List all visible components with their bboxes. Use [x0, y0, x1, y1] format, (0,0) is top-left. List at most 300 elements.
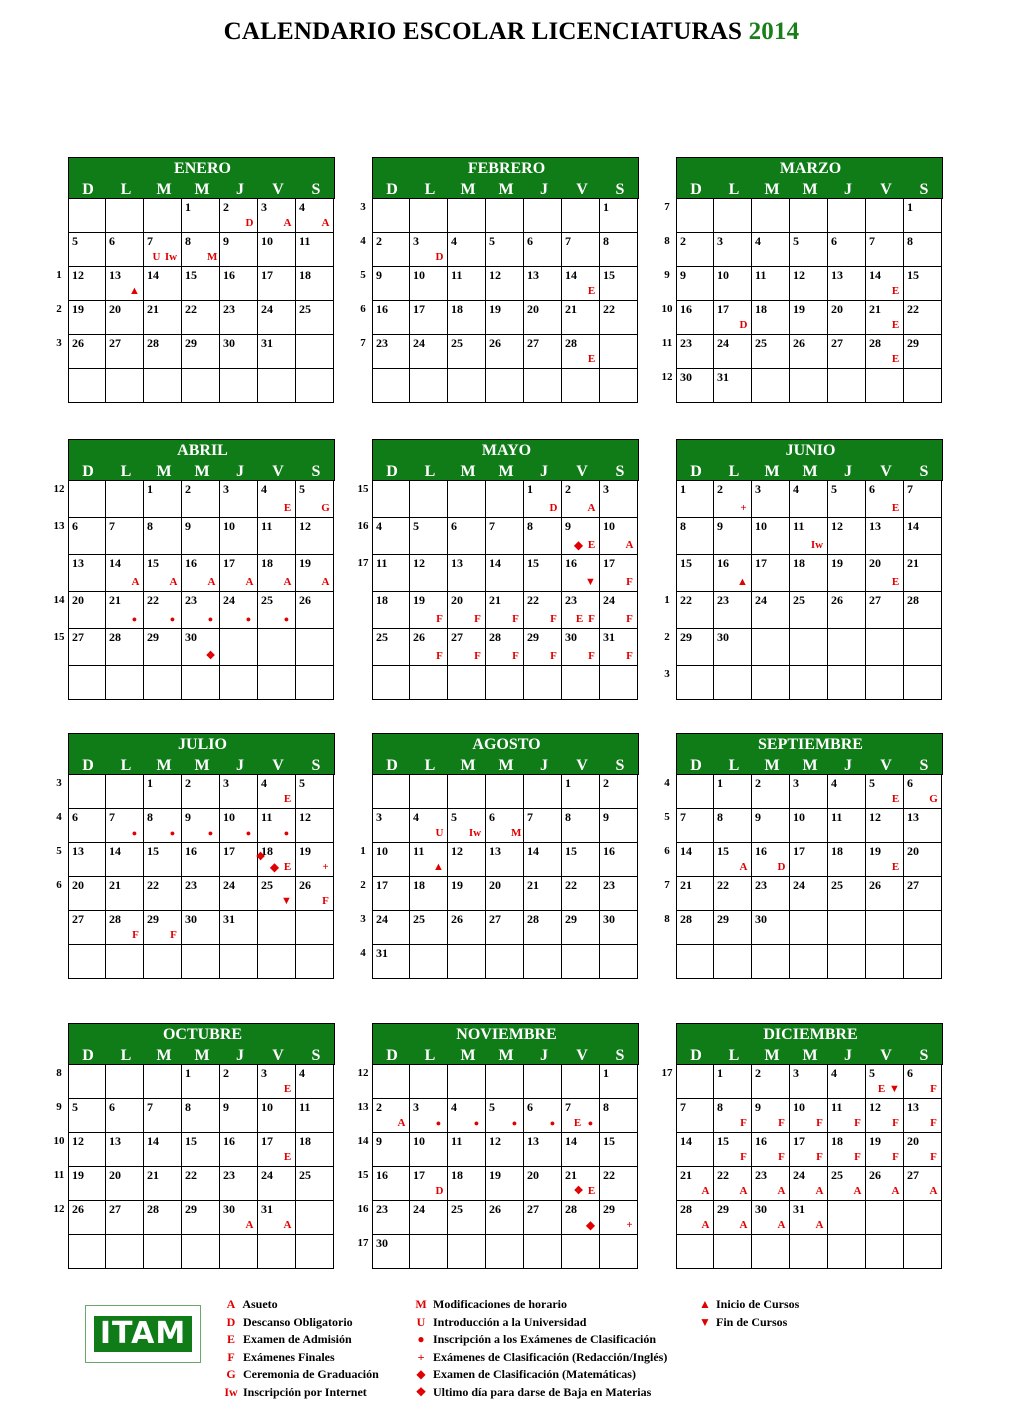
day-number: 24 [755, 593, 767, 607]
week-number: 10 [661, 303, 673, 315]
day-cell [562, 1235, 600, 1269]
day-number: 17 [376, 878, 388, 892]
event-marker-F: F [132, 929, 139, 941]
event-marker-D: D [245, 217, 254, 229]
day-cell [68, 911, 106, 945]
legend-item [697, 1296, 799, 1314]
week-number: 7 [664, 879, 670, 891]
day-number: 19 [869, 1134, 881, 1148]
day-number: 7 [489, 519, 495, 533]
weekday-header: M [498, 757, 514, 774]
day-number: 13 [451, 556, 463, 570]
day-cell [144, 518, 182, 555]
day-cell [106, 1133, 144, 1167]
day-number: 16 [185, 556, 197, 570]
day-number: 26 [72, 336, 84, 350]
event-marker-Iw: Iw [810, 539, 824, 551]
day-cell [676, 1167, 714, 1201]
event-marker-diamond: ◆ [573, 538, 584, 552]
day-cell [486, 199, 524, 233]
day-cell [790, 518, 828, 555]
day-cell [828, 629, 866, 666]
day-cell [255, 843, 296, 877]
day-number: 20 [527, 302, 539, 316]
month-name: MAYO [481, 442, 532, 459]
day-number: 23 [680, 336, 692, 350]
day-number: 10 [376, 844, 388, 858]
day-cell [144, 1201, 182, 1235]
event-marker-E: E [891, 285, 900, 297]
day-cell [562, 843, 600, 877]
day-number: 11 [261, 519, 273, 533]
day-cell [220, 945, 258, 979]
weekday-header: J [236, 463, 244, 480]
weekday-header: J [540, 757, 548, 774]
day-cell [258, 301, 296, 335]
weekday-header: J [540, 181, 548, 198]
day-number: 22 [147, 878, 159, 892]
day-cell [904, 592, 942, 629]
day-number: 12 [869, 810, 881, 824]
weekday-header: M [156, 463, 172, 480]
day-number: 31 [223, 912, 235, 926]
day-number: 14 [109, 556, 121, 570]
legend-label: Introducción a la Universidad [430, 1314, 587, 1329]
event-marker-U: U [152, 251, 161, 263]
legend-column-1 [222, 1296, 379, 1402]
day-number: 2 [185, 776, 191, 790]
day-cell [752, 481, 790, 518]
day-cell [904, 1065, 942, 1099]
event-marker-A: A [739, 1185, 748, 1197]
day-number: 1 [527, 482, 533, 496]
day-number: 23 [717, 593, 729, 607]
event-marker-A: A [587, 502, 596, 514]
day-number: 15 [680, 556, 692, 570]
event-marker-E: E [587, 539, 596, 551]
legend-item [697, 1314, 799, 1332]
day-cell [790, 911, 828, 945]
day-number: 18 [261, 844, 273, 858]
day-number: 10 [413, 268, 425, 282]
legend-symbol: ❖ [415, 1384, 427, 1399]
day-cell [486, 911, 524, 945]
day-number: 15 [565, 844, 577, 858]
weekday-header: V [880, 463, 892, 480]
event-marker-+: + [322, 861, 329, 873]
weekday-header: S [311, 1047, 321, 1064]
month-header [372, 733, 639, 775]
day-number: 14 [680, 844, 692, 858]
day-number: 18 [299, 1134, 311, 1148]
week-number: 8 [56, 1067, 62, 1079]
day-number: 8 [185, 234, 191, 248]
day-cell [296, 1235, 334, 1269]
legend-item [412, 1349, 667, 1367]
weekday-header: D [690, 757, 702, 774]
day-number: 28 [489, 630, 501, 644]
weekday-header: D [82, 1047, 94, 1064]
legend-label: Exámenes de Clasificación (Redacción/Inglés) [430, 1349, 668, 1364]
day-cell [486, 592, 524, 629]
weekday-header: D [82, 463, 94, 480]
day-cell [68, 809, 106, 843]
day-cell [182, 301, 220, 335]
day-cell [372, 592, 410, 629]
event-marker-A: A [701, 1185, 710, 1197]
day-number: 7 [147, 234, 153, 248]
day-cell [828, 1167, 866, 1201]
day-cell [372, 843, 410, 877]
day-cell [220, 1133, 258, 1167]
day-cell [220, 1167, 258, 1201]
week-number: 13 [357, 1101, 369, 1113]
day-cell [676, 1235, 714, 1269]
day-cell [752, 301, 790, 335]
day-cell [790, 945, 828, 979]
day-cell [866, 233, 904, 267]
day-cell [562, 518, 600, 555]
day-cell [144, 666, 182, 700]
event-marker-A: A [891, 1185, 900, 1197]
event-marker-dot: ● [207, 828, 214, 838]
day-number: 14 [527, 844, 539, 858]
weekday-header: S [311, 463, 321, 480]
day-number: 5 [489, 234, 495, 248]
day-cell [904, 629, 942, 666]
weekday-header: J [844, 181, 852, 198]
day-cell [448, 518, 486, 555]
week-number: 1 [664, 594, 670, 606]
day-number: 14 [489, 556, 501, 570]
day-cell [714, 1167, 752, 1201]
day-cell [714, 518, 752, 555]
day-cell [68, 592, 106, 629]
day-cell [790, 592, 828, 629]
day-cell [486, 1065, 524, 1099]
day-cell [410, 945, 448, 979]
weekday-header: D [690, 463, 702, 480]
day-cell [828, 592, 866, 629]
day-cell [372, 945, 410, 979]
day-cell [524, 518, 562, 555]
day-cell [828, 843, 866, 877]
day-number: 5 [299, 482, 305, 496]
day-number: 15 [603, 1134, 615, 1148]
event-marker-A: A [739, 1219, 748, 1231]
day-number: 27 [72, 912, 84, 926]
day-cell [676, 945, 714, 979]
day-cell [600, 666, 638, 700]
legend-symbol: ▼ [699, 1314, 711, 1329]
event-marker-A: A [131, 576, 140, 588]
day-number: 9 [185, 519, 191, 533]
weekday-header: S [919, 181, 929, 198]
day-cell [410, 199, 448, 233]
event-marker-A: A [245, 1219, 254, 1231]
day-number: 26 [489, 336, 501, 350]
day-number: 1 [185, 200, 191, 214]
day-number: 6 [907, 1066, 913, 1080]
day-cell [600, 877, 638, 911]
day-number: 16 [223, 268, 235, 282]
legend-label: Inicio de Cursos [713, 1297, 800, 1311]
day-cell [904, 518, 942, 555]
event-marker-F: F [550, 613, 557, 625]
legend-symbol: U [416, 1314, 426, 1329]
day-cell [486, 1167, 524, 1201]
day-cell [600, 301, 638, 335]
day-number: 21 [147, 302, 159, 316]
day-cell [904, 555, 942, 592]
week-number: 14 [357, 1135, 369, 1147]
day-cell [410, 518, 448, 555]
day-number: 19 [831, 556, 843, 570]
weekday-header: S [615, 1047, 625, 1064]
week-number: 8 [664, 235, 670, 247]
day-cell [296, 1065, 334, 1099]
day-number: 2 [223, 200, 229, 214]
weekday-header: M [764, 181, 780, 198]
event-marker-dot: ● [169, 614, 176, 624]
event-marker-cross: ❖ [573, 1185, 584, 1197]
day-number: 10 [755, 519, 767, 533]
day-cell [182, 199, 220, 233]
day-cell [866, 518, 904, 555]
legend-item [412, 1314, 667, 1332]
day-cell [182, 1201, 220, 1235]
day-cell [904, 1235, 942, 1269]
day-number: 31 [717, 370, 729, 384]
day-cell [714, 481, 752, 518]
day-number: 10 [261, 1100, 273, 1114]
day-number: 19 [451, 878, 463, 892]
day-number: 6 [72, 519, 78, 533]
legend-symbol: ● [417, 1332, 425, 1347]
legend-item [412, 1366, 667, 1384]
day-cell [258, 481, 296, 518]
day-number: 19 [793, 302, 805, 316]
day-cell [220, 809, 258, 843]
day-cell [68, 629, 106, 666]
day-cell [562, 481, 600, 518]
day-cell [600, 233, 638, 267]
event-marker-A: A [929, 1185, 938, 1197]
week-number: 5 [360, 269, 366, 281]
day-number: 19 [869, 844, 881, 858]
day-number: 13 [489, 844, 501, 858]
day-cell [448, 911, 486, 945]
day-cell [106, 592, 144, 629]
day-number: 28 [109, 912, 121, 926]
day-cell [828, 1099, 866, 1133]
day-cell [828, 335, 866, 369]
day-cell [676, 518, 714, 555]
day-number: 14 [680, 1134, 692, 1148]
day-number: 2 [680, 234, 686, 248]
day-number: 19 [413, 593, 425, 607]
day-number: 16 [755, 1134, 767, 1148]
day-cell [372, 301, 410, 335]
week-number: 3 [56, 337, 62, 349]
weekday-header: M [498, 181, 514, 198]
day-cell [220, 1099, 258, 1133]
day-cell [562, 1065, 600, 1099]
day-number: 11 [299, 1100, 311, 1114]
day-number: 13 [72, 844, 84, 858]
day-cell [296, 1099, 334, 1133]
day-cell [524, 666, 562, 700]
page-title [0, 18, 1023, 46]
day-number: 7 [680, 810, 686, 824]
day-number: 20 [869, 556, 881, 570]
day-cell [106, 555, 144, 592]
day-cell [790, 199, 828, 233]
event-marker-E: E [587, 285, 596, 297]
week-number: 6 [664, 845, 670, 857]
day-number: 30 [185, 912, 197, 926]
week-number: 11 [661, 337, 673, 349]
legend-item [222, 1384, 379, 1402]
month-name: SEPTIEMBRE [758, 736, 863, 753]
day-number: 21 [527, 878, 539, 892]
event-marker-F: F [778, 1117, 785, 1129]
day-cell [714, 233, 752, 267]
day-number: 8 [147, 810, 153, 824]
day-number: 2 [755, 776, 761, 790]
day-cell [258, 199, 296, 233]
day-cell [410, 877, 448, 911]
day-number: 8 [717, 810, 723, 824]
day-cell [220, 1235, 258, 1269]
day-cell [144, 369, 182, 403]
day-cell [524, 592, 562, 629]
week-number: 3 [360, 913, 366, 925]
day-number: 1 [565, 776, 571, 790]
day-cell [524, 335, 562, 369]
day-number: 4 [831, 776, 837, 790]
day-number: 3 [793, 776, 799, 790]
event-marker-F: F [816, 1151, 823, 1163]
day-number: 7 [109, 810, 115, 824]
day-number: 24 [793, 1168, 805, 1182]
week-number: 16 [357, 520, 369, 532]
day-cell [676, 369, 714, 403]
weekday-header: L [120, 1047, 132, 1064]
week-number: 10 [53, 1135, 65, 1147]
day-cell [866, 877, 904, 911]
weekday-header: M [460, 463, 476, 480]
day-number: 27 [907, 1168, 919, 1182]
weekday-header: D [386, 1047, 398, 1064]
day-cell [182, 592, 220, 629]
day-number: 21 [680, 878, 692, 892]
day-cell [866, 911, 904, 945]
day-cell [182, 629, 220, 666]
day-cell [524, 1099, 562, 1133]
day-number: 7 [907, 482, 913, 496]
day-cell [790, 1133, 828, 1167]
day-number: 13 [527, 1134, 539, 1148]
weekday-header: M [194, 1047, 210, 1064]
day-number: 20 [907, 1134, 919, 1148]
day-cell [486, 1235, 524, 1269]
day-cell [486, 629, 524, 666]
day-cell [372, 629, 410, 666]
day-cell [448, 592, 486, 629]
weekday-header: L [728, 757, 740, 774]
day-cell [296, 301, 334, 335]
day-cell [676, 301, 714, 335]
day-number: 19 [489, 1168, 501, 1182]
weekday-header: V [880, 757, 892, 774]
weekday-header: V [576, 463, 588, 480]
day-number: 5 [451, 810, 457, 824]
day-number: 12 [489, 268, 501, 282]
week-number: 12 [357, 1067, 369, 1079]
day-number: 12 [451, 844, 463, 858]
day-number: 7 [869, 234, 875, 248]
day-cell [562, 555, 600, 592]
day-cell [258, 335, 296, 369]
day-number: 19 [489, 302, 501, 316]
event-marker-A: A [283, 1219, 292, 1231]
day-cell [790, 267, 828, 301]
day-cell [600, 555, 638, 592]
day-cell [372, 1065, 410, 1099]
day-number: 19 [299, 844, 311, 858]
day-cell [410, 481, 448, 518]
legend-item [222, 1296, 379, 1314]
day-number: 21 [147, 1168, 159, 1182]
day-cell [182, 369, 220, 403]
day-cell [600, 1065, 638, 1099]
day-number: 18 [299, 268, 311, 282]
day-cell [448, 629, 486, 666]
day-number: 15 [603, 268, 615, 282]
day-cell [562, 775, 600, 809]
day-cell [296, 1167, 334, 1201]
day-number: 22 [603, 302, 615, 316]
day-cell [828, 1133, 866, 1167]
day-cell [866, 592, 904, 629]
day-cell [828, 1235, 866, 1269]
day-number: 23 [223, 302, 235, 316]
day-cell [600, 267, 638, 301]
day-cell [106, 877, 144, 911]
day-cell [752, 335, 790, 369]
day-number: 28 [565, 1202, 577, 1216]
day-cell [524, 233, 562, 267]
event-marker-F: F [550, 650, 557, 662]
day-cell [486, 267, 524, 301]
day-number: 24 [223, 593, 235, 607]
day-cell [562, 369, 600, 403]
day-cell [296, 877, 334, 911]
day-cell [866, 369, 904, 403]
day-cell [524, 199, 562, 233]
day-number: 1 [147, 776, 153, 790]
day-number: 17 [793, 1134, 805, 1148]
week-number: 12 [53, 1203, 65, 1215]
event-marker-F: F [892, 1151, 899, 1163]
day-number: 6 [527, 234, 533, 248]
day-cell [828, 301, 866, 335]
day-number: 8 [907, 234, 913, 248]
day-cell [296, 335, 334, 369]
weekday-header: L [120, 757, 132, 774]
day-cell [752, 1167, 790, 1201]
